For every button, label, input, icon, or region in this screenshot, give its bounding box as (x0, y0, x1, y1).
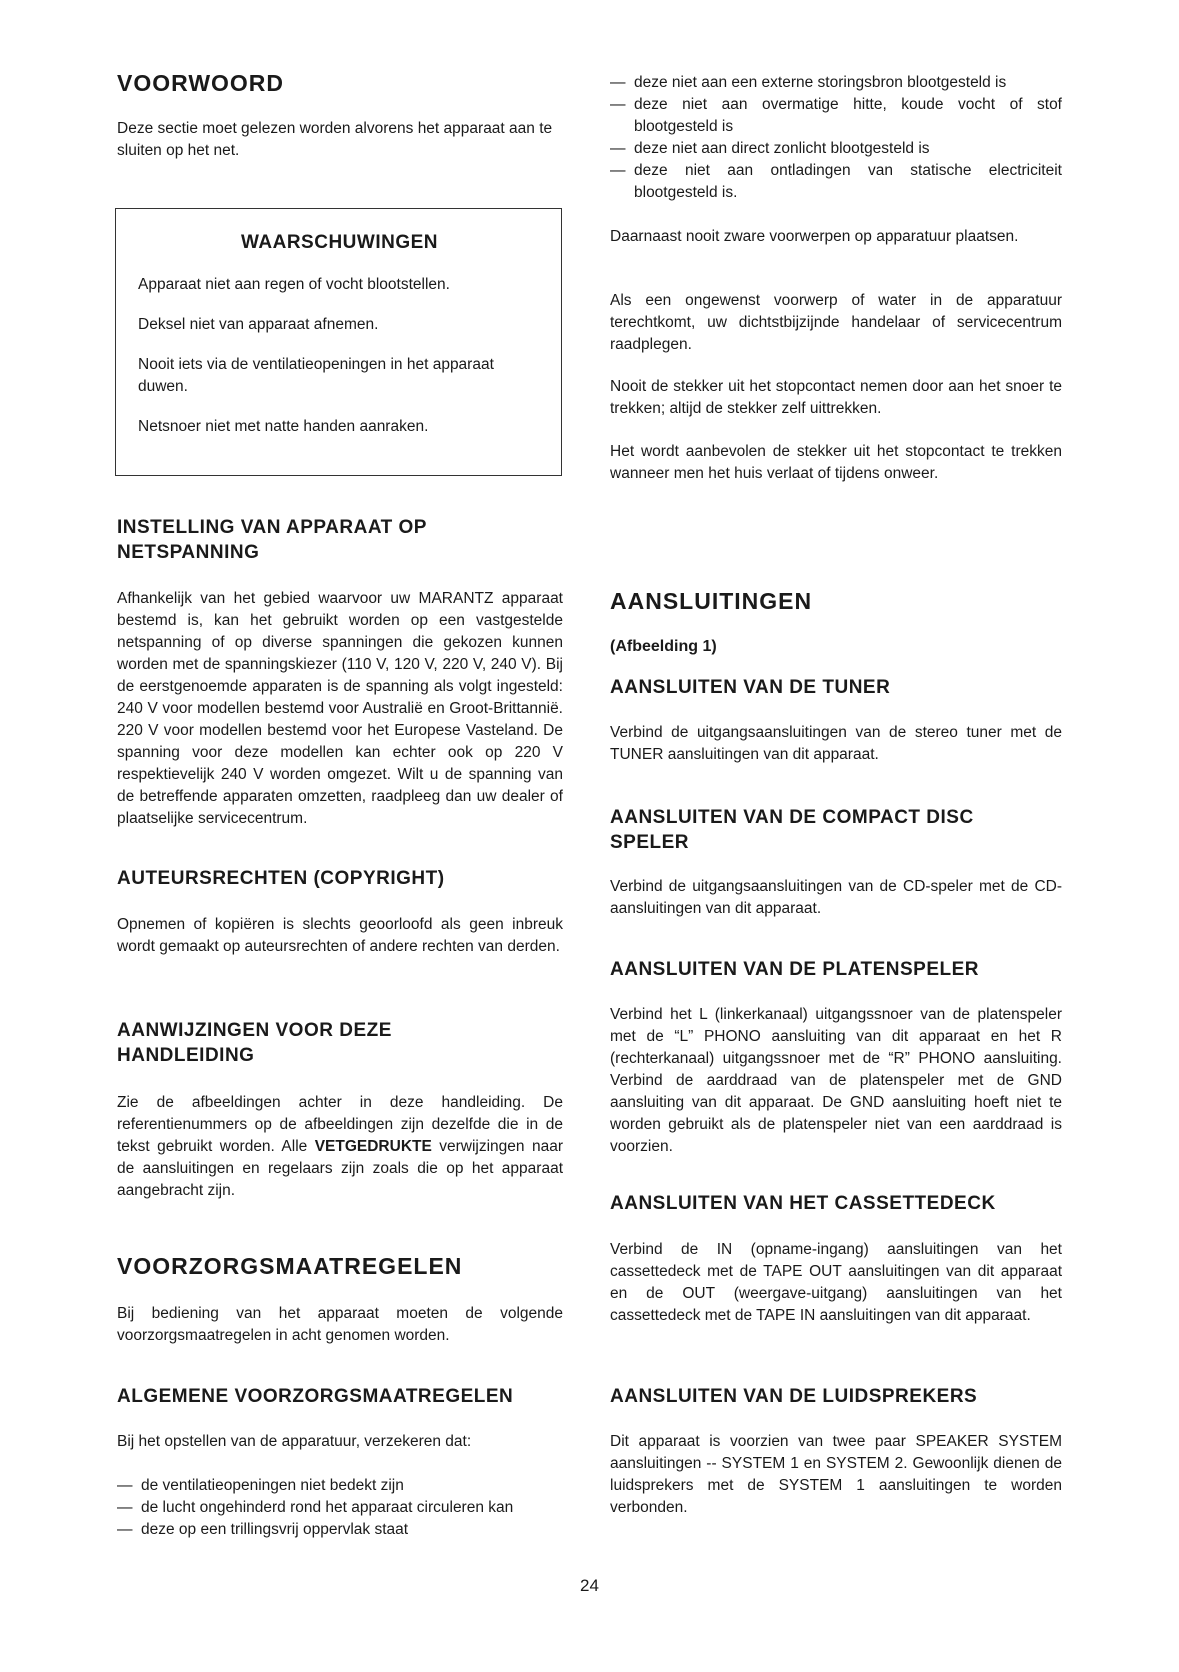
algemene-list (117, 1475, 563, 1541)
precaution-text-3: Nooit de stekker uit het stopcontact nemen door aan het snoer te trekken; altijd de stekker zelf uittrekken. (610, 378, 1062, 417)
luidsprekers-heading: AANSLUITEN VAN DE LUIDSPREKERS (610, 1386, 978, 1407)
bold-reference: VETGEDRUKTE (314, 1138, 432, 1155)
aanwijzingen-heading: AANWIJZINGEN VOOR DEZE HANDLEIDING (117, 1020, 392, 1066)
copyright-text: Opnemen of kopiëren is slechts geoorloofd als geen inbreuk wordt gemaakt op auteursrechten of andere rechten van derden. (117, 916, 563, 955)
cassette-heading: AANSLUITEN VAN HET CASSETTEDECK (610, 1193, 996, 1214)
list-item: — deze niet aan ontladingen van statische electriciteit blootgesteld is. (610, 160, 1062, 204)
instelling-text: Afhankelijk van het gebied waarvoor uw MARANTZ apparaat bestemd is, kan het gebruikt worden op een vastgestelde netspanning of op diverse spanningen die gekozen kunnen worden met de spanningskiezer (110 V, 120 V, 220 V, 240 V). Bij de eerstgenoemde apparaten is de spanning als volgt ingesteld: 240 V voor modellen bestemd voor Australië en Groot-Brittannië. 220 V voor modellen bestemd voor het Europese Vasteland. De spanning voor deze modellen kan echter ook op 220 V respektievelijk 240 V worden omgezet. Wilt u de spanning van de betreffende apparaten omzetten, raadpleeg dan uw dealer of plaatselijke servicecentrum. (117, 590, 563, 827)
voorzorg-heading: VOORZORGSMAATREGELEN (117, 1253, 463, 1279)
warning-item: Nooit iets via de ventilatieopeningen in het apparaat duwen. (138, 355, 494, 395)
warning-item: Deksel niet van apparaat afnemen. (138, 315, 379, 333)
list-item: — deze niet aan een externe storingsbron blootgesteld is (610, 72, 1062, 94)
voorwoord-text: Deze sectie moet gelezen worden alvorens het apparaat aan te sluiten op het net. (117, 120, 553, 159)
voorzorg-text: Bij bediening van het apparaat moeten de volgende voorzorgsmaatregelen in acht genomen worden. (117, 1305, 563, 1344)
platen-text: Verbind het L (linkerkanaal) uitgangssnoer van de platenspeler met de “L” PHONO aansluiting van dit apparaat en het R (rechterkanaal) uitgangssnoer met de “R” PHONO aansluiting. Verbind de aarddraad van de platenspeler met de GND aansluiting van dit apparaat. De GND aansluiting hoeft niet te worden gebruikt als de platenspeler niet van een aarddraad is voorzien. (610, 1006, 1062, 1155)
tuner-text: Verbind de uitgangsaansluitingen van de stereo tuner met de TUNER aansluitingen van dit apparaat. (610, 724, 1062, 763)
list-item: — deze niet aan direct zonlicht blootgesteld is (610, 138, 1062, 160)
algemene-intro: Bij het opstellen van de apparatuur, verzekeren dat: (117, 1433, 472, 1450)
list-item: — deze op een trillingsvrij oppervlak staat (117, 1519, 563, 1541)
warnings-heading: WAARSCHUWINGEN (241, 232, 438, 253)
cd-heading: AANSLUITEN VAN DE COMPACT DISC SPELER (610, 807, 974, 853)
cassette-text: Verbind de IN (opname-ingang) aansluitingen van het cassettedeck met de TAPE OUT aansluitingen van dit apparaat en de OUT (weergave-uitgang) aansluitingen van het cassettedeck met de TAPE IN aansluitingen van dit apparaat. (610, 1241, 1062, 1324)
precaution-text-1: Daarnaast nooit zware voorwerpen op apparatuur plaatsen. (610, 228, 1019, 245)
figure-reference: (Afbeelding 1) (610, 638, 717, 655)
aansluitingen-heading: AANSLUITINGEN (610, 588, 813, 614)
voorwoord-heading: VOORWOORD (117, 70, 285, 96)
precaution-text-4: Het wordt aanbevolen de stekker uit het stopcontact te trekken wanneer men het huis verlaat of tijdens onweer. (610, 443, 1062, 482)
list-item: — deze niet aan overmatige hitte, koude vocht of stof blootgesteld is (610, 94, 1062, 138)
precaution-list (610, 72, 1062, 204)
aanwijzingen-text: Zie de afbeeldingen achter in deze handleiding. De referentienummers op de afbeeldingen zijn dezelfde die in de tekst gebruikt worden. Alle VETGEDRUKTE verwijzingen naar de aansluitingen en regelaars zijn zoals die op het apparaat aangebracht zijn. (117, 1094, 563, 1199)
page-number: 24 (580, 1576, 599, 1595)
list-item: — de lucht ongehinderd rond het apparaat circuleren kan (117, 1497, 563, 1519)
tuner-heading: AANSLUITEN VAN DE TUNER (610, 677, 891, 698)
luidsprekers-text: Dit apparaat is voorzien van twee paar SPEAKER SYSTEM aansluitingen -- SYSTEM 1 en SYSTEM 2. Gewoonlijk dienen de luidsprekers met de SYSTEM 1 aansluitingen te worden verbonden. (610, 1433, 1062, 1516)
cd-text: Verbind de uitgangsaansluitingen van de CD-speler met de CD-aansluitingen van dit apparaat. (610, 878, 1062, 917)
list-item: — de ventilatieopeningen niet bedekt zijn (117, 1475, 563, 1497)
warnings-box (115, 208, 562, 476)
instelling-heading: INSTELLING VAN APPARAAT OP NETSPANNING (117, 517, 427, 563)
precaution-text-2: Als een ongewenst voorwerp of water in de apparatuur terechtkomt, uw dichtstbijzijnde handelaar of servicecentrum raadplegen. (610, 292, 1062, 353)
warning-item: Apparaat niet aan regen of vocht blootstellen. (138, 275, 450, 293)
copyright-heading: AUTEURSRECHTEN (COPYRIGHT) (117, 868, 445, 889)
warning-item: Netsnoer niet met natte handen aanraken. (138, 417, 429, 435)
algemene-heading: ALGEMENE VOORZORGSMAATREGELEN (117, 1386, 514, 1407)
platen-heading: AANSLUITEN VAN DE PLATENSPELER (610, 959, 979, 980)
